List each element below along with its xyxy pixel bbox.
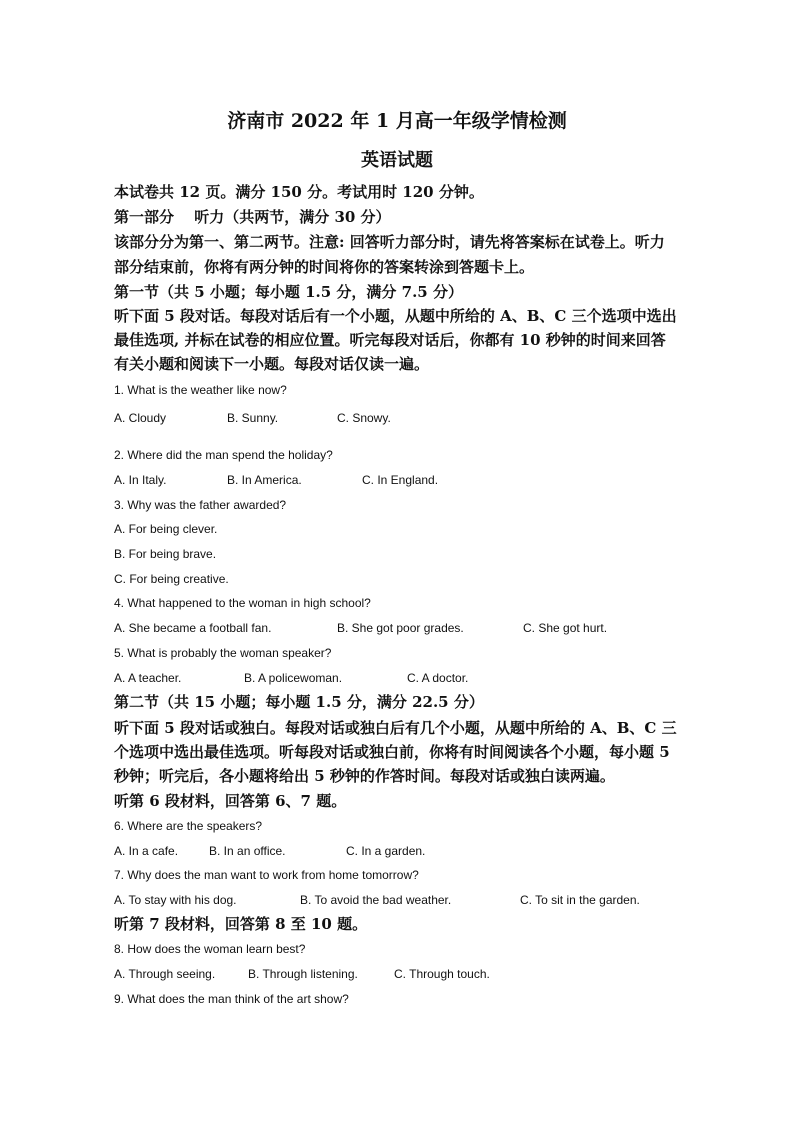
- section2-instruction-line1: 听下面 5 段对话或独白。每段对话或独白后有几个小题，从题中所给的 A、B、C 三: [114, 719, 677, 737]
- q5-option-a: A. A teacher.: [114, 671, 182, 685]
- q2-option-c: C. In England.: [362, 473, 439, 487]
- question-3: 3. Why was the father awarded?: [114, 498, 287, 512]
- q8-option-a: A. Through seeing.: [114, 967, 216, 981]
- q5-option-c: C. A doctor.: [407, 671, 469, 685]
- material-6-heading: 听第 6 段材料，回答第 6、7 题。: [114, 792, 347, 810]
- q3-option-c: C. For being creative.: [114, 572, 229, 586]
- q1-option-a: A. Cloudy: [114, 411, 167, 425]
- q8-option-c: C. Through touch.: [394, 967, 490, 981]
- question-5: 5. What is probably the woman speaker?: [114, 646, 332, 660]
- part1-description-line2: 部分结束前，你将有两分钟的时间将你的答案转涂到答题卡上。: [114, 258, 535, 276]
- q5-option-b: B. A policewoman.: [244, 671, 343, 685]
- q4-option-a: A. She became a football fan.: [114, 621, 272, 635]
- section1-instruction-line1: 听下面 5 段对话。每段对话后有一个小题，从题中所给的 A、B、C 三个选项中选出: [114, 307, 677, 325]
- exam-subtitle: 英语试题: [361, 150, 433, 171]
- question-4: 4. What happened to the woman in high school?: [114, 596, 371, 610]
- q6-option-a: A. In a cafe.: [114, 844, 179, 858]
- q2-option-a: A. In Italy.: [114, 473, 167, 487]
- question-8: 8. How does the woman learn best?: [114, 942, 306, 956]
- part1-description-line1: 该部分分为第一、第二两节。注意: 回答听力部分时，请先将答案标在试卷上。听力: [114, 233, 665, 251]
- section2-heading: 第二节（共 15 小题；每小题 1.5 分，满分 22.5 分）: [114, 693, 484, 711]
- section1-instruction-line2: 最佳选项, 并标在试卷的相应位置。听完每段对话后，你都有 10 秒钟的时间来回答: [114, 331, 666, 349]
- q7-option-b: B. To avoid the bad weather.: [300, 893, 452, 907]
- q7-option-a: A. To stay with his dog.: [114, 893, 237, 907]
- question-9: 9. What does the man think of the art show?: [114, 992, 349, 1006]
- q1-option-b: B. Sunny.: [227, 411, 279, 425]
- q3-option-a: A. For being clever.: [114, 522, 218, 536]
- question-2: 2. Where did the man spend the holiday?: [114, 448, 333, 462]
- q1-option-c: C. Snowy.: [337, 411, 391, 425]
- q3-option-b: B. For being brave.: [114, 547, 217, 561]
- section1-heading: 第一节（共 5 小题；每小题 1.5 分，满分 7.5 分）: [114, 283, 463, 301]
- q7-option-c: C. To sit in the garden.: [520, 893, 640, 907]
- exam-info: 本试卷共 12 页。满分 150 分。考试用时 120 分钟。: [114, 183, 484, 201]
- question-7: 7. Why does the man want to work from home tomorrow?: [114, 868, 419, 882]
- material-7-heading: 听第 7 段材料，回答第 8 至 10 题。: [114, 915, 368, 933]
- q8-option-b: B. Through listening.: [248, 967, 358, 981]
- question-1: 1. What is the weather like now?: [114, 383, 287, 397]
- exam-title: 济南市 2022 年 1 月高一年级学情检测: [227, 110, 567, 132]
- q6-option-c: C. In a garden.: [346, 844, 426, 858]
- part1-heading: 第一部分 听力（共两节，满分 30 分）: [114, 208, 391, 226]
- section1-instruction-line3: 有关小题和阅读下一小题。每段对话仅读一遍。: [114, 355, 430, 373]
- q4-option-c: C. She got hurt.: [523, 621, 608, 635]
- question-6: 6. Where are the speakers?: [114, 819, 263, 833]
- section2-instruction-line3: 秒钟；听完后，各小题将给出 5 秒钟的作答时间。每段对话或独白读两遍。: [114, 767, 615, 785]
- section2-instruction-line2: 个选项中选出最佳选项。听每段对话或独白前，你将有时间阅读各个小题，每小题 5: [114, 743, 670, 761]
- q2-option-b: B. In America.: [227, 473, 302, 487]
- q4-option-b: B. She got poor grades.: [337, 621, 464, 635]
- q6-option-b: B. In an office.: [209, 844, 286, 858]
